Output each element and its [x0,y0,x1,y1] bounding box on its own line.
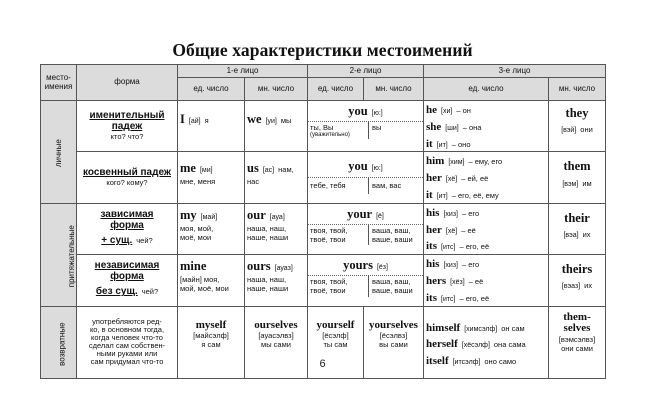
table-row [41,203,606,254]
table-row [41,152,606,203]
form-nominative: именительный падеж кто? что? [77,101,178,152]
form-dependent: зависимая форма + сущ. чей? [77,203,178,254]
cell-obj-p3pl: them [вэм] им [549,152,606,203]
cell-ind-p2: yours [ёз] твоя, твой, твоё, твои ваша, ваш, ваше, ваши [308,255,424,306]
pronoun-table [40,64,606,379]
cell-ref-p3sg: himself [химсэлф] он сам herself [хёсэлф] она сама itself [итсэлф] оно само [424,306,549,378]
cell-ind-p3pl: theirs [вэаз] их [549,255,606,306]
table-row [41,255,606,306]
cell-ref-p3pl: them- selves [вэмсэлвз] они сами [549,306,606,378]
cell-nom-p1sg: I [ай] я [178,101,245,152]
header-person-2: 2-е лицо [308,65,424,78]
cell-ref-p2pl: yourselves [ёсэлвз] вы сами [364,306,424,378]
cell-dep-p1pl: our [ауа] наша, наш, наше, наши [245,203,308,254]
cell-obj-p1pl: us [ас] нам, нас [245,152,308,203]
group-possessive: притяжательные [41,203,77,306]
page-title: Общие характеристики местоимений [172,40,473,60]
cell-obj-p2: you [ю:] тебе, тебя вам, вас [308,152,424,203]
header-form: форма [77,65,178,101]
header-p2-plural: мн. число [364,78,424,101]
header-category: место-имения [41,65,77,101]
cell-dep-p3sg: his [хиз] – его her [хё] – её its [итс] – его, её [424,203,549,254]
cell-dep-p1sg: my [май] моя, мой, моё, мои [178,203,245,254]
cell-nom-p3sg: he [хи] – он she [ши] – она it [ит] – оно [424,101,549,152]
header-p2-singular: ед. число [308,78,364,101]
cell-ref-p2sg: yourself [ёсэлф] ты сам [308,306,364,378]
cell-dep-p3pl: their [вэа] их [549,203,606,254]
reflexive-usage-note: употребляются ред- ко, в основном тогда, когда человек что-то сделал сам собствен- ными руками или сам придумал что-то [77,306,178,378]
cell-nom-p3pl: they [вэй] они [549,101,606,152]
cell-ref-p1sg: myself [майсэлф] я сам [178,306,245,378]
cell-dep-p2: your [ё] твоя, твой, твоё, твои ваша, ваш, ваше, ваши [308,203,424,254]
cell-ind-p1sg: mine [майн] моя, мой, моё, мои [178,255,245,306]
cell-nom-p2: you [ю:] ты, Вы (уважительно) вы [308,101,424,152]
header-p3-singular: ед. число [424,78,549,101]
header-person-3: 3-е лицо [424,65,606,78]
header-person-1: 1-е лицо [178,65,308,78]
header-p3-plural: мн. число [549,78,606,101]
table-row [41,101,606,152]
header-p1-singular: ед. число [178,78,245,101]
cell-obj-p3sg: him [хим] – ему, его her [хё] – ей, её it [ит] – его, её, ему [424,152,549,203]
page-number: 6 [319,358,326,370]
group-reflexive: возвратные [41,306,77,378]
cell-ind-p1pl: ours [ауаз] наша, наш, наше, наши [245,255,308,306]
form-independent: независимая форма без сущ. чей? [77,255,178,306]
cell-nom-p1pl: we [уи] мы [245,101,308,152]
cell-ind-p3sg: his [хиз] – его hers [хёз] – её its [итс] – его, её [424,255,549,306]
cell-ref-p1pl: ourselves [ауасэлвз] мы сами [245,306,308,378]
form-objective: косвенный падеж кого? кому? [77,152,178,203]
cell-obj-p1sg: me [ми] мне, меня [178,152,245,203]
group-personal: личные [41,101,77,204]
header-p1-plural: мн. число [245,78,308,101]
